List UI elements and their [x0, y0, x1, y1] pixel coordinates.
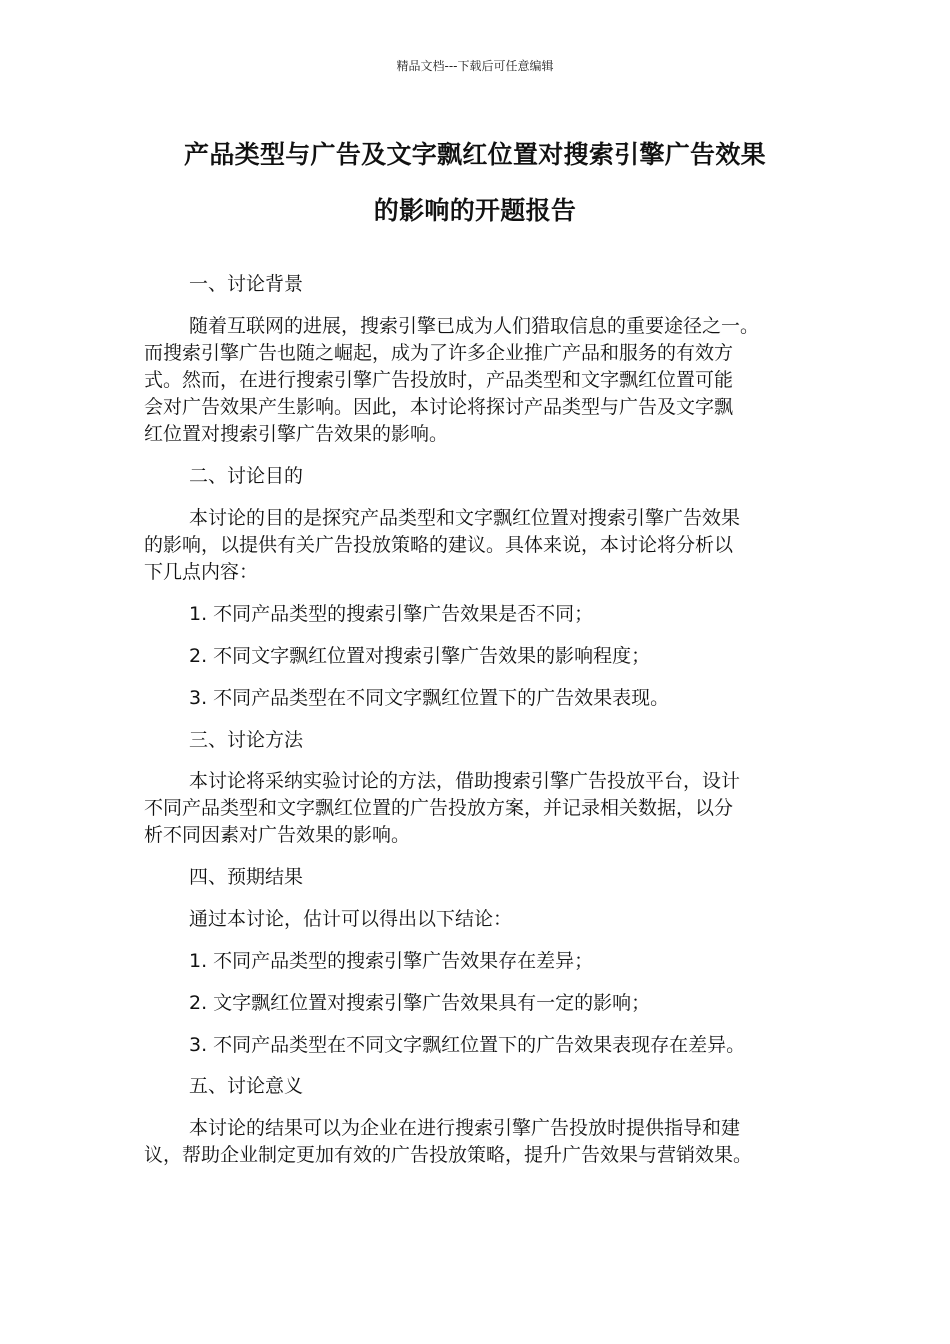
paragraph-line: 不同产品类型和文字飘红位置的广告投放方案，并记录相关数据，以分	[144, 797, 734, 819]
list-item: 3. 不同产品类型在不同文字飘红位置下的广告效果表现。	[189, 687, 670, 709]
paragraph-line: 析不同因素对广告效果的影响。	[144, 824, 411, 846]
document-title-line-1: 产品类型与广告及文字飘红位置对搜索引擎广告效果	[184, 140, 766, 169]
section-heading-purpose: 二、讨论目的	[189, 465, 304, 487]
paragraph-line: 本讨论将采纳实验讨论的方法，借助搜索引擎广告投放平台，设计	[189, 770, 741, 792]
section-heading-significance: 五、讨论意义	[189, 1075, 304, 1097]
section-heading-method: 三、讨论方法	[189, 729, 304, 751]
list-item: 2. 不同文字飘红位置对搜索引擎广告效果的影响程度；	[189, 645, 651, 667]
list-item: 1. 不同产品类型的搜索引擎广告效果存在差异；	[189, 950, 594, 972]
section-heading-background: 一、讨论背景	[189, 273, 304, 295]
paragraph-line: 而搜索引擎广告也随之崛起，成为了许多企业推广产品和服务的有效方	[144, 342, 734, 364]
document-title-line-2: 的影响的开题报告	[373, 196, 577, 225]
paragraph-line: 本讨论的结果可以为企业在进行搜索引擎广告投放时提供指导和建	[189, 1117, 741, 1139]
paragraph-line: 议，帮助企业制定更加有效的广告投放策略，提升广告效果与营销效果。	[144, 1144, 753, 1166]
paragraph-line: 的影响，以提供有关广告投放策略的建议。具体来说，本讨论将分析以	[144, 534, 734, 556]
paragraph-line: 红位置对搜索引擎广告效果的影响。	[144, 423, 449, 445]
section-heading-results: 四、预期结果	[189, 866, 304, 888]
paragraph-line: 本讨论的目的是探究产品类型和文字飘红位置对搜索引擎广告效果	[189, 507, 741, 529]
paragraph-line: 下几点内容：	[144, 561, 259, 583]
list-item: 3. 不同产品类型在不同文字飘红位置下的广告效果表现存在差异。	[189, 1034, 746, 1056]
paragraph-line: 式。然而，在进行搜索引擎广告投放时，产品类型和文字飘红位置可能	[144, 369, 734, 391]
list-item: 1. 不同产品类型的搜索引擎广告效果是否不同；	[189, 603, 594, 625]
paragraph-results-intro: 通过本讨论，估计可以得出以下结论：	[189, 908, 513, 930]
header-note: 精品文档---下载后可任意编辑	[396, 59, 554, 73]
paragraph-line: 随着互联网的进展，搜索引擎已成为人们猎取信息的重要途径之一。	[189, 315, 760, 337]
paragraph-line: 会对广告效果产生影响。因此，本讨论将探讨产品类型与广告及文字飘	[144, 396, 734, 418]
list-item: 2. 文字飘红位置对搜索引擎广告效果具有一定的影响；	[189, 992, 651, 1014]
